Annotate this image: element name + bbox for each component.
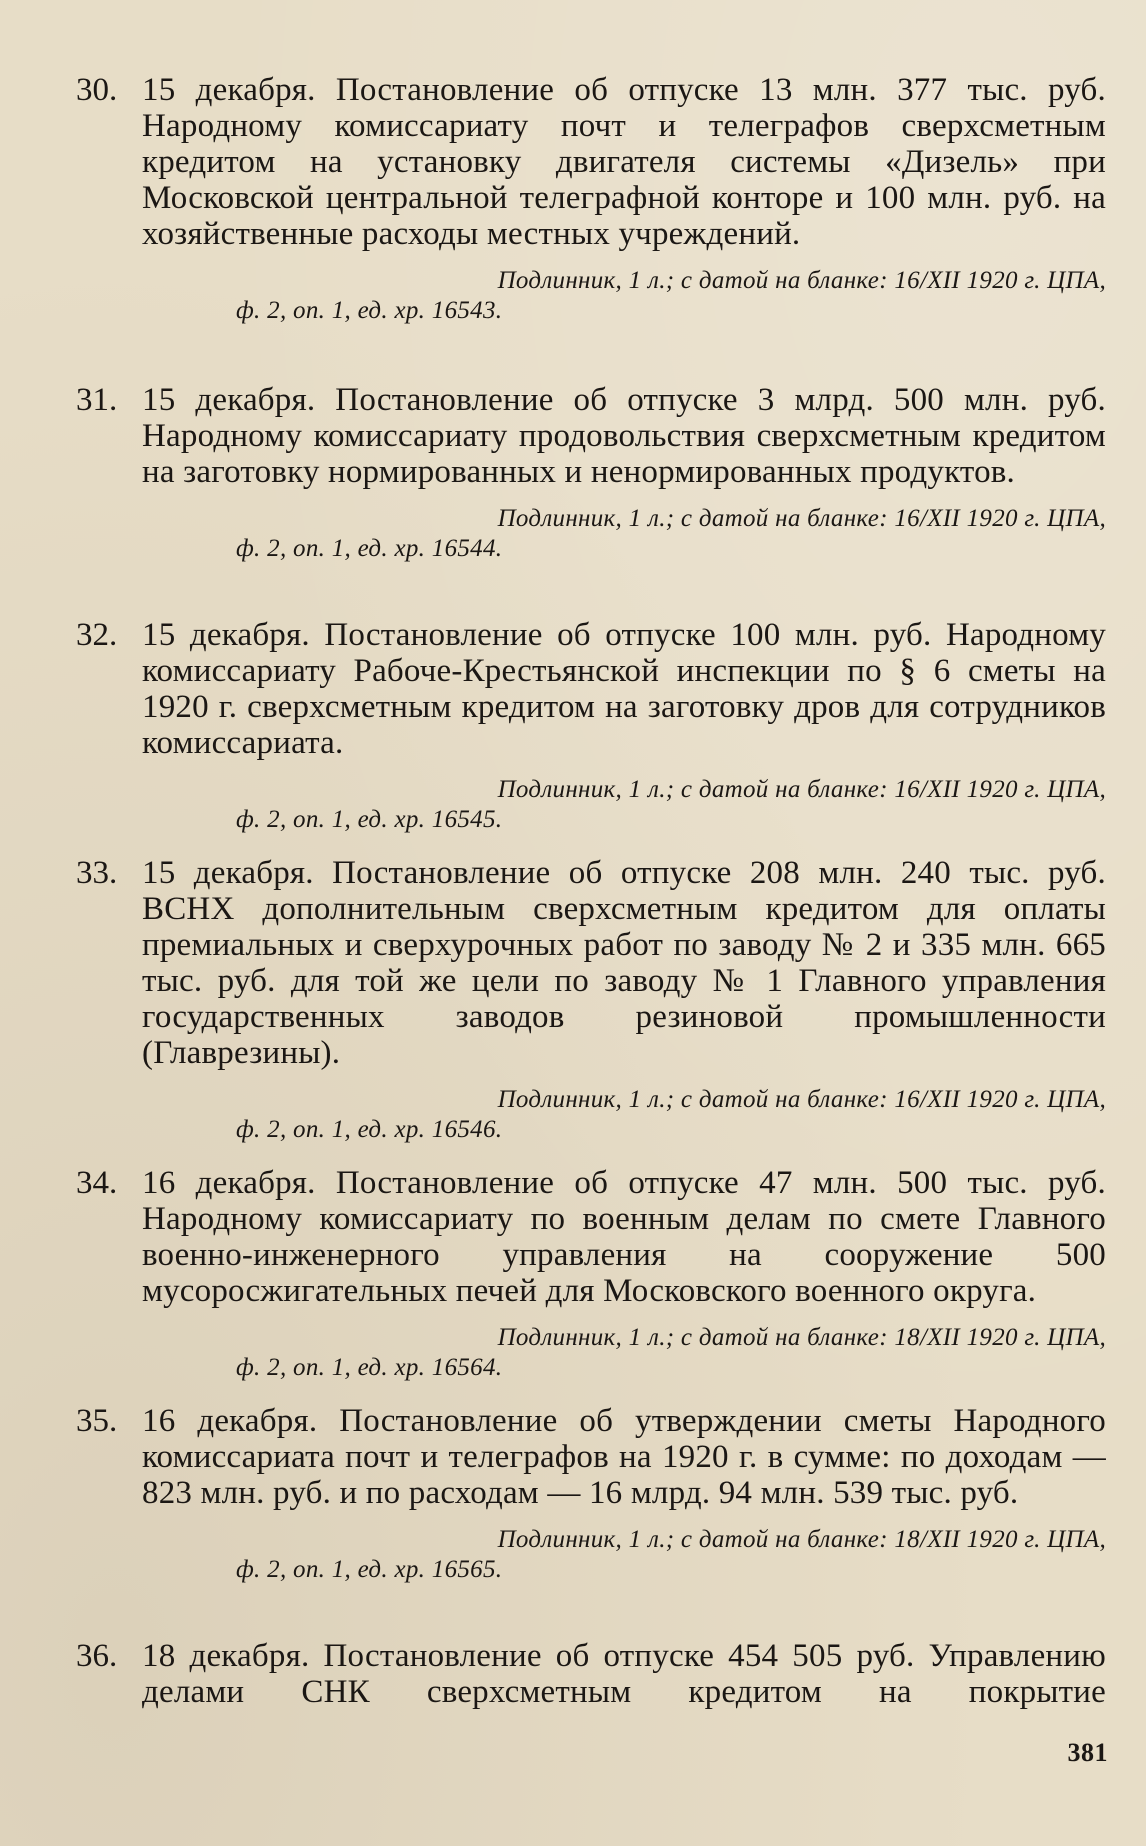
entry-text: 15 декабря. Постановление об отпуске 100 млн. руб. Народному комиссариату Рабоче-Крестьянской инспекции по § 6 сметы на 1920 г. сверхсметным кредитом на заготовку дров для сотрудников комиссариата.	[142, 617, 1106, 761]
source-line-2: ф. 2, оп. 1, ед. хр. 16543.	[236, 297, 503, 324]
entry-number: 31.	[76, 382, 118, 418]
entry-30	[76, 72, 1106, 326]
page-number: 381	[1067, 1738, 1108, 1767]
source-line-1: Подлинник, 1 л.; с датой на бланке: 16/XII 1920 г. ЦПА,	[497, 1086, 1106, 1113]
source-line-2: ф. 2, оп. 1, ед. хр. 16564.	[236, 1354, 503, 1381]
source-line-1: Подлинник, 1 л.; с датой на бланке: 16/XII 1920 г. ЦПА,	[497, 505, 1106, 532]
entry-source	[76, 1525, 1106, 1585]
entry-text: 15 декабря. Постановление об отпуске 3 млрд. 500 млн. руб. Народному комиссариату продовольствия сверхсметным кредитом на заготовку нормированных и ненормированных продуктов.	[142, 382, 1106, 490]
entry-source	[76, 266, 1106, 326]
source-line-1: Подлинник, 1 л.; с датой на бланке: 16/XII 1920 г. ЦПА,	[497, 776, 1106, 803]
entry-text: 18 декабря. Постановление об отпуске 454 505 руб. Управлению делами СНК сверхсметным кредитом на покрытие	[142, 1638, 1106, 1710]
entry-source	[76, 504, 1106, 564]
entry-36	[76, 1638, 1106, 1710]
entry-text: 16 декабря. Постановление об отпуске 47 млн. 500 тыс. руб. Народному комиссариату по военным делам по смете Главного военно-инженерного управления на сооружение 500 мусоросжигательных печей для Московского военного округа.	[142, 1165, 1106, 1309]
entry-text: 16 декабря. Постановление об утверждении сметы Народного комиссариата почт и телеграфов на 1920 г. в сумме: по доходам — 823 млн. руб. и по расходам — 16 млрд. 94 млн. 539 тыс. руб.	[142, 1403, 1106, 1511]
source-line-2: ф. 2, оп. 1, ед. хр. 16545.	[236, 806, 503, 833]
entry-number: 33.	[76, 855, 118, 891]
source-line-1: Подлинник, 1 л.; с датой на бланке: 18/XII 1920 г. ЦПА,	[497, 1526, 1106, 1553]
entry-text: 15 декабря. Постановление об отпуске 208 млн. 240 тыс. руб. ВСНХ дополнительным сверхсметным кредитом для оплаты премиальных и сверхурочных работ по заводу № 2 и 335 млн. 665 тыс. руб. для той же цели по заводу № 1 Главного управления государственных заводов резиновой промышленности (Главрезины).	[142, 855, 1106, 1071]
entry-number: 35.	[76, 1403, 118, 1439]
entry-number: 30.	[76, 72, 118, 108]
source-line-1: Подлинник, 1 л.; с датой на бланке: 16/XII 1920 г. ЦПА,	[497, 267, 1106, 294]
source-line-2: ф. 2, оп. 1, ед. хр. 16565.	[236, 1556, 503, 1583]
entry-35	[76, 1403, 1106, 1585]
source-line-2: ф. 2, оп. 1, ед. хр. 16546.	[236, 1116, 503, 1143]
entry-source	[76, 1085, 1106, 1145]
entry-34	[76, 1165, 1106, 1383]
entry-source	[76, 775, 1106, 835]
entry-32	[76, 617, 1106, 835]
source-line-1: Подлинник, 1 л.; с датой на бланке: 18/XII 1920 г. ЦПА,	[497, 1324, 1106, 1351]
entry-33	[76, 855, 1106, 1145]
entry-31	[76, 382, 1106, 564]
entry-number: 36.	[76, 1638, 118, 1674]
entry-number: 34.	[76, 1165, 118, 1201]
entry-text: 15 декабря. Постановление об отпуске 13 млн. 377 тыс. руб. Народному комиссариату почт и телеграфов сверхсметным кредитом на установку двигателя системы «Дизель» при Московской центральной телеграфной конторе и 100 млн. руб. на хозяйственные расходы местных учреждений.	[142, 72, 1106, 252]
entry-source	[76, 1323, 1106, 1383]
source-line-2: ф. 2, оп. 1, ед. хр. 16544.	[236, 535, 503, 562]
entry-number: 32.	[76, 617, 118, 653]
